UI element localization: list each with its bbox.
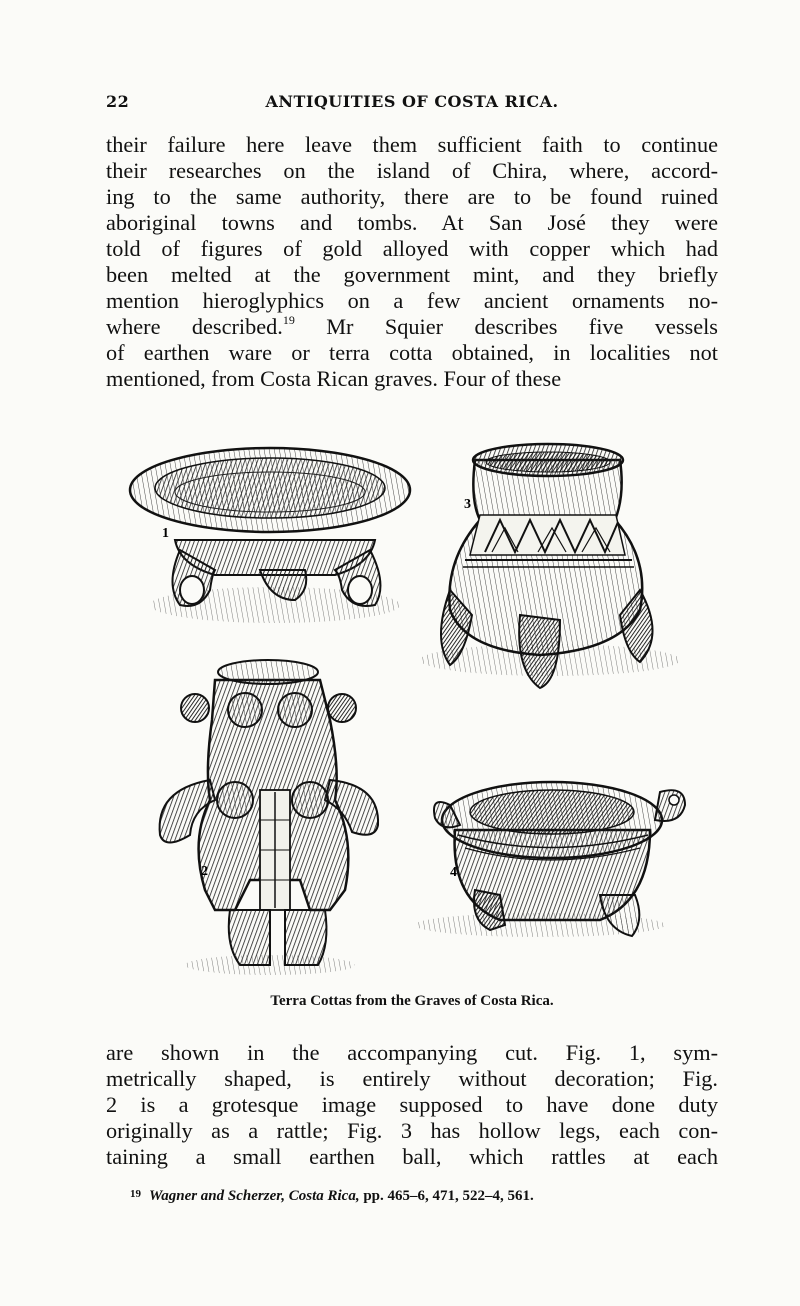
text-line: mentioned, from Costa Rican graves. Four of these <box>106 366 562 391</box>
text-fragment: where described. <box>106 314 283 339</box>
text-line: taining a small earthen ball, which rattles at each <box>106 1144 718 1169</box>
bottom-paragraph <box>106 1040 718 1170</box>
text-line: of earthen ware or terra cotta obtained, in localities not <box>106 340 718 365</box>
figure-label-1: 1 <box>162 526 169 541</box>
text-line <box>106 314 718 340</box>
text-line: aboriginal towns and tombs. At San José they were <box>106 210 718 235</box>
vessel-1-drawing <box>130 448 410 623</box>
running-head <box>106 92 718 116</box>
figure-caption: Terra Cottas from the Graves of Costa Rica. <box>270 993 554 1009</box>
text-line: ing to the same authority, there are to be found ruined <box>106 184 718 209</box>
footnote-mark: 19 <box>130 1188 141 1200</box>
engraving-illustration <box>120 440 700 980</box>
text-line: metrically shaped, is entirely without decoration; Fig. <box>106 1066 718 1091</box>
terra-cotta-illustration <box>120 440 700 980</box>
footnote-citation: Wagner and Scherzer, Costa Rica, <box>149 1188 360 1204</box>
text-line: originally as a rattle; Fig. 3 has hollow legs, each con- <box>106 1118 718 1143</box>
running-title: ANTIQUITIES OF COSTA RICA. <box>265 92 559 111</box>
vessel-4-drawing <box>415 782 685 937</box>
text-fragment: Mr Squier describes five vessels <box>294 314 718 339</box>
text-line: their researches on the island of Chira, where, accord- <box>106 158 718 183</box>
text-line: 2 is a grotesque image supposed to have done duty <box>106 1092 718 1117</box>
figure-label-4: 4 <box>450 865 457 880</box>
footnote-pages: pp. 465–6, 471, 522–4, 561. <box>359 1188 534 1204</box>
vessel-3-drawing <box>420 444 680 688</box>
figure-label-3: 3 <box>464 497 471 512</box>
text-line: their failure here leave them sufficient faith to continue <box>106 132 718 157</box>
text-line: mention hieroglyphics on a few ancient ornaments no- <box>106 288 718 313</box>
vessel-2-figure-drawing <box>160 660 378 975</box>
text-line: are shown in the accompanying cut. Fig. 1, sym- <box>106 1040 718 1065</box>
figure-label-2: 2 <box>201 864 208 879</box>
footnote <box>130 1188 720 1205</box>
top-paragraph <box>106 132 718 392</box>
text-line: told of figures of gold alloyed with copper which had <box>106 236 718 261</box>
page-number: 22 <box>106 92 130 111</box>
footnote-reference: 19 <box>282 313 295 327</box>
text-line: been melted at the government mint, and they briefly <box>106 262 718 287</box>
